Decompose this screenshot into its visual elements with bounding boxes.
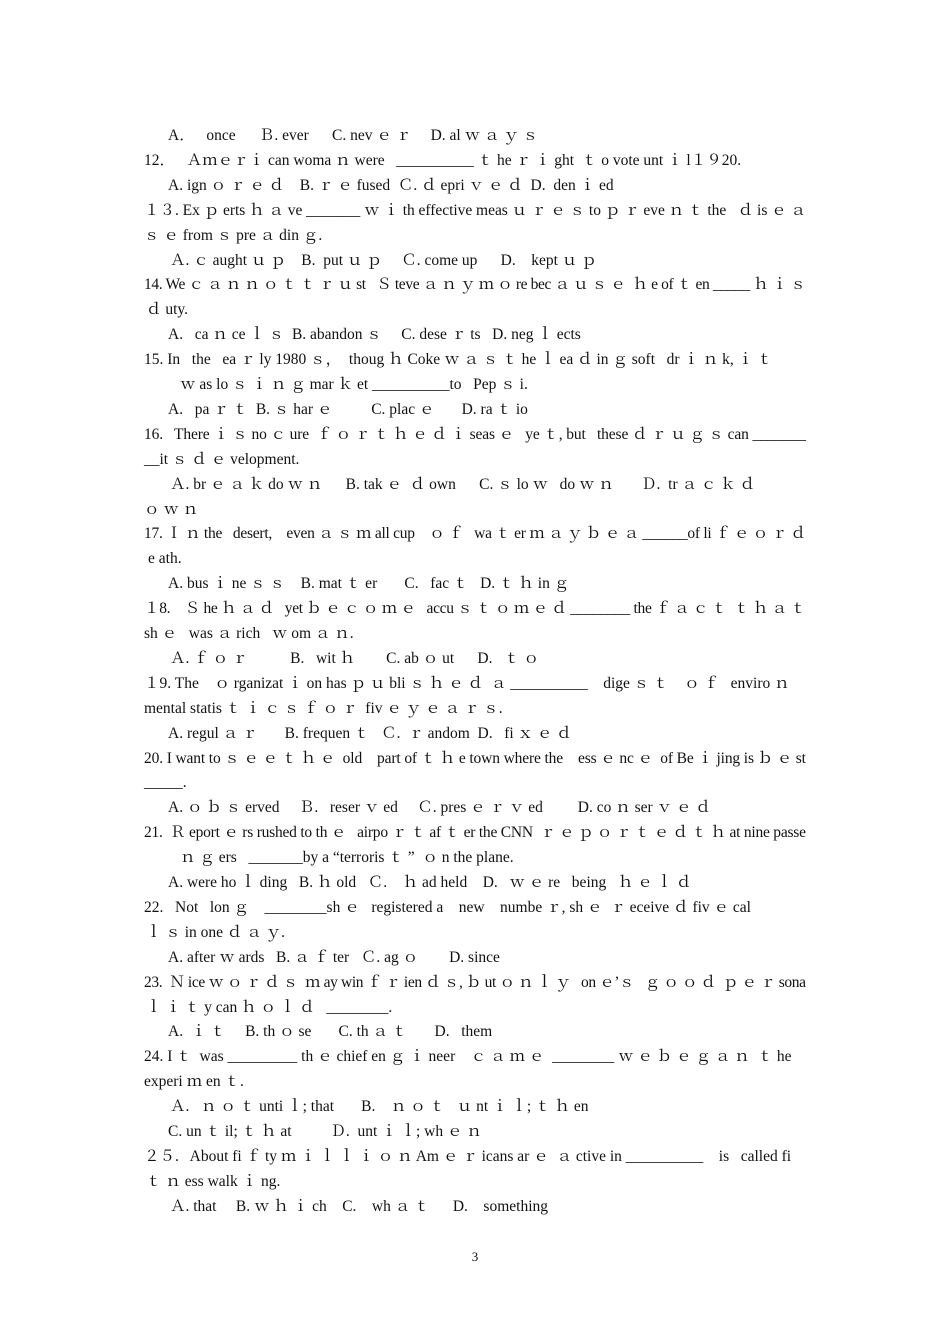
line-text: 23. Ｎ ice ｗ ｏ ｒ ｄ ｓ ｍ ay win ｆ ｒ ien ｄ ｓ, ｂ ut ｏ ｎ ｌ ｙ on ｅ’ｓ ｇ ｏ ｏ ｄ ｐ ｅ ｒ sona — [144, 973, 806, 991]
text-line — [0, 1195, 950, 1219]
text-line — [0, 398, 950, 422]
text-line — [0, 298, 950, 322]
line-text: １8. Ｓ he ｈ ａ ｄ yet ｂ ｅ ｃ ｏ ｍ ｅ accu ｓ ｔ ｏ ｍ ｅ ｄ ________ the ｆ ａ ｃ ｔ ｔ ｈ ａ ｔ — [144, 600, 806, 618]
text-line — [0, 672, 950, 696]
text-line — [0, 498, 950, 522]
text-line — [0, 473, 950, 497]
text-line — [0, 921, 950, 945]
line-text: A. bus ｉ ne ｓ ｓ B. mat ｔ er C. fac ｔ D. ｔ ｈ in ｇ — [168, 575, 570, 593]
text-line — [0, 224, 950, 248]
text-line — [0, 896, 950, 920]
text-line — [0, 946, 950, 970]
line-text: A. ign ｏ ｒ ｅ ｄ B. ｒ ｅ fused Ｃ. ｄ epri ｖ ｅ ｄ D. den ｉ ed — [168, 176, 614, 194]
text-line — [0, 174, 950, 198]
page-number: 3 — [471, 1249, 479, 1264]
text-line — [0, 771, 950, 795]
text-line — [0, 124, 950, 148]
line-text: __it ｓ ｄ ｅ velopment. — [144, 450, 300, 468]
line-text: １３. Ex ｐ erts ｈ ａ ve _______ ｗ ｉ th effective meas ｕ ｒ ｅ ｓ to ｐ ｒ eve ｎ ｔ the ｄ is ｅ ａ — [144, 201, 806, 219]
text-line — [0, 249, 950, 273]
text-line — [0, 647, 950, 671]
text-line — [0, 547, 950, 571]
line-text: １9. The ｏ rganizat ｉ on has ｐ ｕ bli ｓ ｈ ｅ ｄ ａ __________ dige ｓ ｔ ｏ ｆ enviro ｎ — [144, 674, 790, 692]
text-line — [0, 622, 950, 646]
text-line — [0, 597, 950, 621]
text-line — [0, 448, 950, 472]
text-line — [0, 1170, 950, 1194]
text-line — [0, 871, 950, 895]
text-line — [0, 846, 950, 870]
line-text: ｔ ｎ ess walk ｉ ng. — [146, 1172, 281, 1190]
text-line — [0, 373, 950, 397]
line-text: Ａ. ｃ aught ｕ ｐ B. put ｕ ｐ Ｃ. come up D. kept ｕ ｐ — [170, 251, 597, 269]
line-text: mental statis ｔ ｉ ｃ ｓ ｆ ｏ ｒ fiv ｅ ｙ ｅ ａ ｒ ｓ. — [144, 699, 503, 717]
line-text: 12． Ａｍｅｒｉ can woma ｎ were __________ ｔ he ｒ ｉ ght ｔ o vote unt ｉ l１９20. — [144, 151, 742, 169]
text-line — [0, 1120, 950, 1144]
line-text: Ａ. ｎ ｏ ｔ unti ｌ; that B. ｎ ｏ ｔ ｕ nt ｉ ｌ; ｔ ｈ en — [170, 1098, 589, 1116]
text-line — [0, 199, 950, 223]
line-text: 17. Ｉ ｎ the desert, even ａ ｓ ｍ all cup ｏ ｆ wa ｔ er ｍ ａ ｙ ｂ ｅ ａ ______of li ｆ ｅ ｏ ｒ ｄ — [144, 525, 806, 543]
line-text: ｏ ｗ ｎ — [144, 500, 199, 518]
text-line — [0, 996, 950, 1020]
line-text: A. after ｗ ards B. ａ ｆ ter Ｃ. ag ｏ D. since — [168, 948, 500, 966]
text-line — [0, 323, 950, 347]
line-text: Ａ. br ｅ ａ ｋ do ｗ ｎ B. tak ｅ ｄ own C. ｓ lo ｗ do ｗ ｎ Ｄ. tr ａ ｃ ｋ ｄ — [170, 475, 756, 493]
line-text: ｄ uty. — [146, 301, 189, 319]
line-text: A. pa ｒ ｔ B. ｓ har ｅ C. plac ｅ D. ra ｔ io — [168, 400, 528, 418]
line-text: sh ｅ was ａ rich ｗ om ａ ｎ. — [144, 625, 354, 642]
line-text: ｌ ｓ in one ｄ ａ ｙ. — [146, 923, 286, 941]
line-text: 20. I want to ｓ ｅ ｅ ｔ ｈ ｅ old part of ｔ ｈ e town where the ess ｅ nc ｅ of Be ｉ jing is ｂ ｅ st — [144, 749, 806, 767]
text-line — [0, 1070, 950, 1094]
line-text: 21. Ｒ eport ｅ rs rushed to th ｅ airpo ｒ ｔ af ｔ er the CNN ｒ ｅ ｐ ｏ ｒ ｔ ｅ ｄ ｔ ｈ at nine passe — [144, 824, 806, 842]
line-text: 16. There ｉ ｓ no ｃ ure ｆ ｏ ｒ ｔ ｈ ｅ ｄ ｉ seas ｅ ye ｔ, but these ｄ ｒ ｕ ｇ ｓ can _______ — [144, 425, 806, 443]
line-text: A. were ho ｌ ding B. ｈ old Ｃ. ｈ ad held D. ｗ ｅ re being ｈ ｅ ｌ ｄ — [168, 874, 692, 891]
line-text: Ａ. ｆ ｏ ｒ B. wit ｈ C. ab ｏ ut D. ｔ ｏ — [170, 649, 539, 667]
text-line — [0, 697, 950, 721]
text-line — [0, 821, 950, 845]
line-text: A. regul ａ ｒ B. frequen ｔ Ｃ. ｒ andom D. fi ｘ ｅ ｄ — [168, 724, 572, 742]
text-line — [0, 747, 950, 771]
line-text: A. ｏ ｂ ｓ erved Ｂ. reser ｖ ed Ｃ. pres ｅ ｒ ｖ ed D. co ｎ ser ｖ ｅ ｄ — [168, 799, 711, 817]
line-text: 22. Not lon ｇ ________sh ｅ registered a new numbe ｒ, sh ｅ ｒ eceive ｄ fiv ｅ cal — [144, 898, 751, 916]
line-text: A. ｉ ｔ B. th ｏ se C. th ａ ｔ D. them — [168, 1023, 493, 1041]
text-line — [0, 423, 950, 447]
line-text: C. un ｔ il; ｔ ｈ at Ｄ. unt ｉ ｌ; wh ｅ ｎ — [168, 1123, 482, 1140]
line-text: 14. We ｃ ａ ｎ ｎ ｏ ｔ ｔ ｒ ｕ st Ｓ teve ａ ｎ ｙ ｍ ｏ re bec ａ ｕ ｓ ｅ ｈ e of ｔ en _____ ｈ ｉ ｓ — [144, 276, 806, 294]
text-line — [0, 971, 950, 995]
line-text: 15. In the ea ｒ ly 1980 ｓ， thoug ｈ Coke ｗ ａ ｓ ｔ he ｌ ea ｄ in ｇ soft dr ｉ ｎ k, ｉ ｔ — [144, 351, 773, 369]
text-line — [0, 796, 950, 820]
text-line — [0, 722, 950, 746]
text-line — [0, 1020, 950, 1044]
line-text: A． once Ｂ. ever C. nev ｅ ｒ D. al ｗ ａ ｙ ｓ — [168, 127, 539, 144]
text-line — [0, 1095, 950, 1119]
text-line — [0, 1145, 950, 1169]
line-text: _____. — [144, 774, 187, 792]
line-text: A. ca ｎ ce ｌ ｓ B. abandon ｓ C. dese ｒ ts D. neg ｌ ects — [168, 326, 581, 344]
line-text: e ath. — [148, 550, 182, 568]
line-text: experi ｍ en ｔ. — [144, 1073, 244, 1091]
line-text: Ａ. that B. ｗ ｈ ｉ ch C. wh ａ ｔ D. something — [170, 1197, 549, 1215]
text-line — [0, 1045, 950, 1069]
line-text: ｓ ｅ from ｓ pre ａ din ｇ. — [144, 226, 323, 244]
line-text: 24. I ｔ was _________ th ｅ chief en ｇ ｉ neer ｃ ａ ｍ ｅ ________ ｗ ｅ ｂ ｅ ｇ ａ ｎ ｔ he — [144, 1048, 792, 1066]
text-line — [0, 273, 950, 297]
line-text: ｗ as lo ｓ ｉ ｎ ｇ mar ｋ et __________to Pep ｓ i. — [180, 376, 528, 393]
line-text: ｌ ｉ ｔ y can ｈ ｏ ｌ ｄ ________. — [146, 998, 393, 1016]
text-line — [0, 522, 950, 546]
line-text: ２５. About fi ｆ ty ｍ ｉ ｌ ｌ ｉ ｏ ｎ Am ｅ ｒ icans ar ｅ ａ ctive in __________ is called fi — [144, 1147, 792, 1165]
line-text: ｎ ｇ ers _______by a “terroris ｔ ” ｏ n the plane. — [180, 849, 514, 867]
text-line — [0, 149, 950, 173]
text-line — [0, 572, 950, 596]
text-line — [0, 348, 950, 372]
